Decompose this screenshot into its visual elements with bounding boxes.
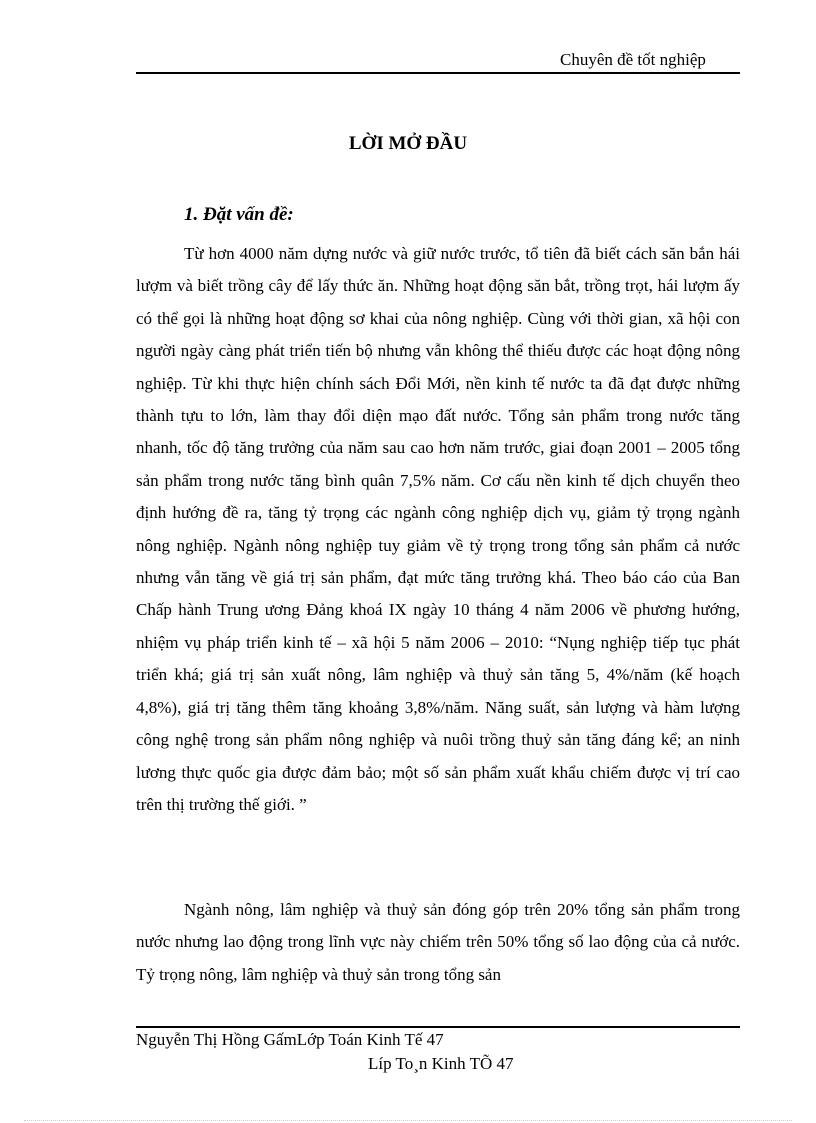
- footer-class-garbled: Líp To¸n Kinh TÕ 47: [368, 1054, 514, 1073]
- body-paragraph-1: Từ hơn 4000 năm dựng nước và giữ nước trước, tổ tiên đã biết cách săn bắn hái lượm và biết trồng cây để lấy thức ăn. Những hoạt động săn bắt, trồng trọt, hái lượm ấy có thể gọi là những hoạt động sơ khai của nông nghiệp. Cùng với thời gian, xã hội con người ngày càng phát triển tiến bộ nhưng vẫn không thể thiếu được các hoạt động nông nghiệp. Từ khi thực hiện chính sách Đổi Mới, nền kinh tế nước ta đã đạt được những thành tựu to lớn, làm thay đổi diện mạo đất nước. Tổng sản phẩm trong nước tăng nhanh, tốc độ tăng trưởng của năm sau cao hơn năm trước, giai đoạn 2001 – 2005 tổng sản phẩm trong nước tăng bình quân 7,5% năm. Cơ cấu nền kinh tế dịch chuyển theo định hướng đề ra, tăng tỷ trọng các ngành công nghiệp dịch vụ, giảm tỷ trọng ngành nông nghiệp. Ngành nông nghiệp tuy giảm về tỷ trọng trong tổng sản phẩm cả nước nhưng vẫn tăng về giá trị sản phẩm, đạt mức tăng trưởng khá. Theo báo cáo của Ban Chấp hành Trung ương Đảng khoá IX ngày 10 tháng 4 năm 2006 về phương hướng, nhiệm vụ pháp triển kinh tế – xã hội 5 năm 2006 – 2010: “Nụng nghiệp tiếp tục phát triển khá; giá trị sản xuất nông, lâm nghiệp và thuỷ sản tăng 5, 4%/năm (kế hoạch 4,8%), giá trị tăng thêm tăng khoảng 3,8%/năm. Năng suất, sản lượng và hàm lượng công nghệ trong sản phẩm nông nghiệp và nuôi trồng thuỷ sản tăng đáng kể; an ninh lương thực quốc gia được đảm bảo; một số sản phẩm xuất khẩu chiếm được vị trí cao trên thị trường thế giới. ”: [136, 244, 740, 814]
- header-divider: [136, 72, 740, 74]
- footer-divider: [136, 1026, 740, 1028]
- body-paragraph-2: Ngành nông, lâm nghiệp và thuỷ sản đóng góp trên 20% tổng sản phẩm trong nước nhưng lao động trong lĩnh vực này chiếm trên 50% tổng số lao động của cả nước. Tỷ trọng nông, lâm nghiệp và thuỷ sản trong tổng sản: [136, 900, 740, 984]
- page-edge-divider: [24, 1120, 792, 1121]
- footer-author: Nguyễn Thị Hồng GấmLớp Toán Kinh Tế 47: [136, 1030, 444, 1049]
- page-title: LỜI MỞ ĐẦU: [348, 133, 468, 154]
- section-heading: 1. Đặt vấn đề:: [184, 204, 294, 225]
- running-header: Chuyên đề tốt nghiệp: [560, 50, 706, 69]
